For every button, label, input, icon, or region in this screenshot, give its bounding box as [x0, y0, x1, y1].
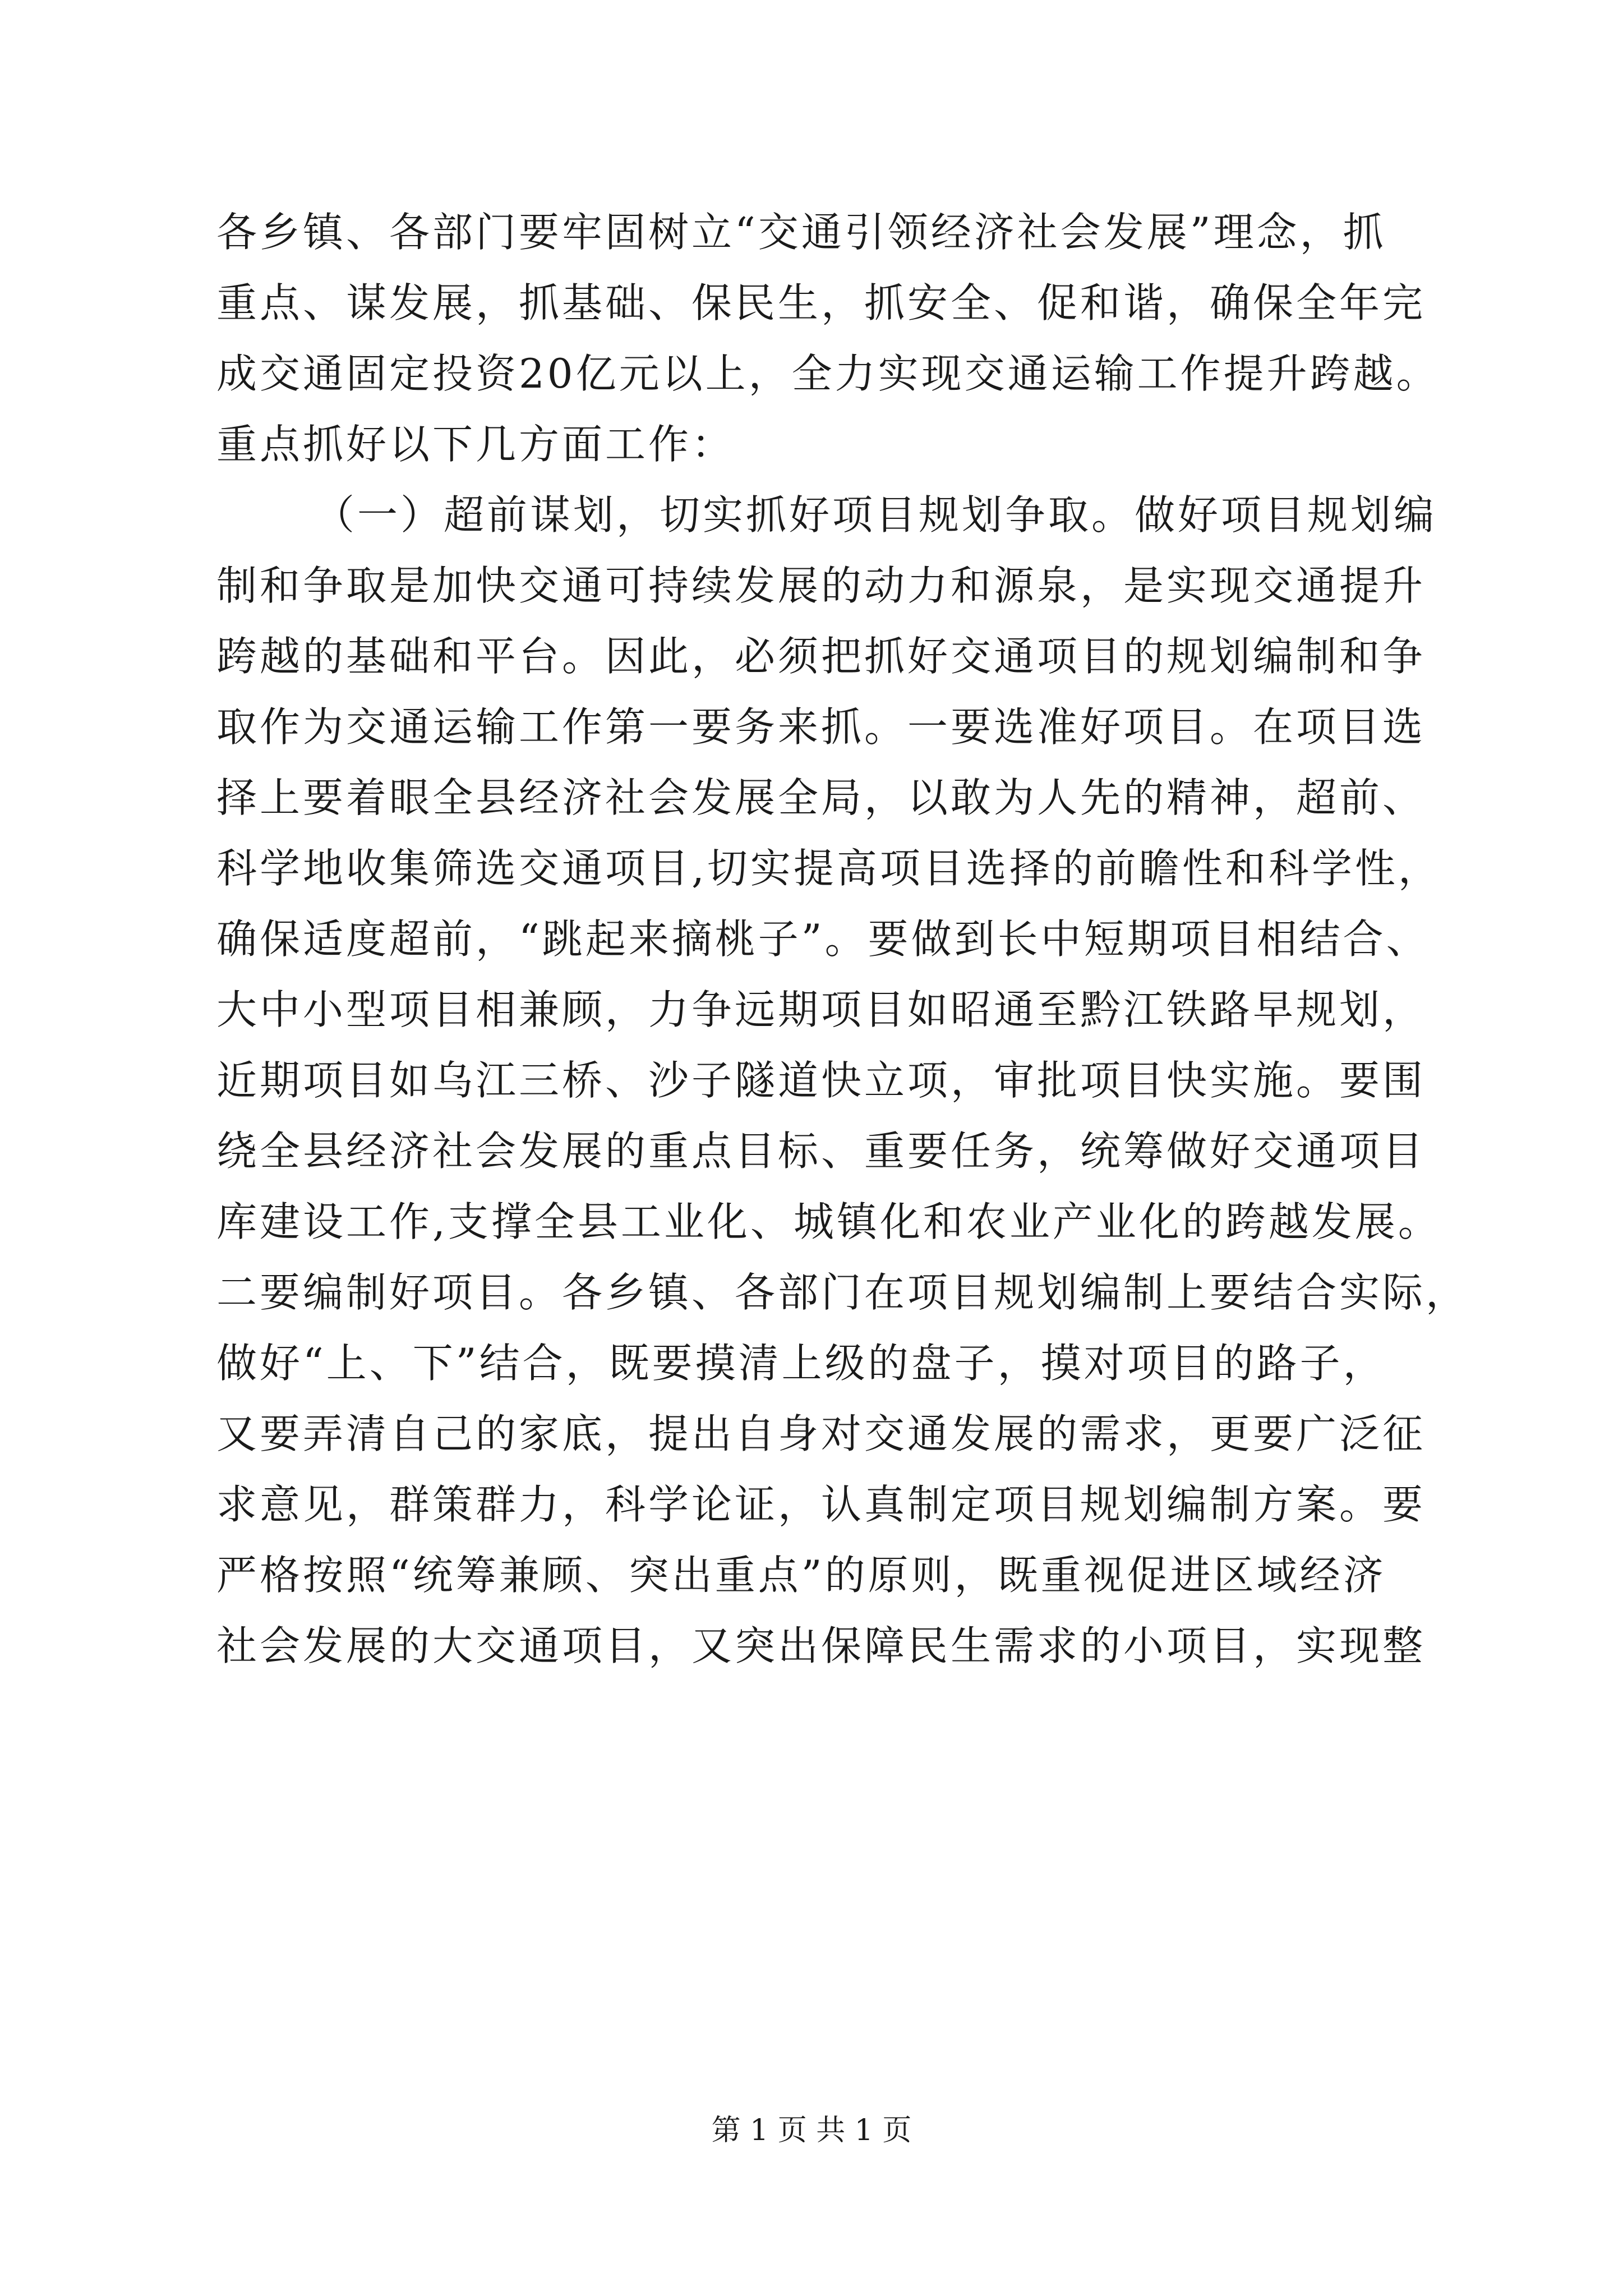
text-line: 严格按照“统筹兼顾、突出重点”的原则，既重视促进区域经济 — [216, 1552, 1386, 1599]
paragraph-heading-line: （一）超前谋划，切实抓好项目规划争取。做好项目规划编 — [314, 491, 1437, 539]
text-line: 各乡镇、各部门要牢固树立“交通引领经济社会发展”理念，抓 — [216, 209, 1386, 256]
text-line: 跨越的基础和平台。因此，必须把抓好交通项目的规划编制和争 — [216, 633, 1426, 680]
text-line: 又要弄清自己的家底，提出自身对交通发展的需求，更要广泛征 — [216, 1410, 1426, 1457]
text-line: 制和争取是加快交通可持续发展的动力和源泉，是实现交通提升 — [216, 562, 1426, 609]
text-line: 确保适度超前，“跳起来摘桃子”。要做到长中短期项目相结合、 — [216, 915, 1430, 963]
text-line: 绕全县经济社会发展的重点目标、重要任务，统筹做好交通项目 — [216, 1128, 1426, 1175]
text-line: 成交通固定投资20亿元以上，全力实现交通运输工作提升跨越。 — [216, 350, 1440, 397]
text-line: 择上要着眼全县经济社会发展全局，以敢为人先的精神，超前、 — [216, 774, 1426, 821]
text-line: 重点抓好以下几方面工作： — [216, 421, 735, 468]
text-line: 二要编制好项目。各乡镇、各部门在项目规划编制上要结合实际， — [216, 1269, 1469, 1316]
text-line: 做好“上、下”结合，既要摸清上级的盘子，摸对项目的路子， — [216, 1340, 1386, 1387]
text-line: 社会发展的大交通项目，又突出保障民生需求的小项目，实现整 — [216, 1622, 1426, 1669]
text-line: 重点、谋发展，抓基础、保民生，抓安全、促和谐，确保全年完 — [216, 279, 1426, 326]
text-line: 求意见，群策群力，科学论证，认真制定项目规划编制方案。要 — [216, 1481, 1426, 1528]
text-line: 近期项目如乌江三桥、沙子隧道快立项，审批项目快实施。要围 — [216, 1057, 1426, 1104]
page-footer: 第 1 页 共 1 页 — [711, 2114, 912, 2147]
text-line: 大中小型项目相兼顾，力争远期项目如昭通至黔江铁路早规划， — [216, 986, 1426, 1033]
text-line: 库建设工作,支撑全县工业化、城镇化和农业产业化的跨越发展。 — [216, 1198, 1441, 1245]
text-line: 科学地收集筛选交通项目,切实提高项目选择的前瞻性和科学性， — [216, 845, 1441, 892]
text-line: 取作为交通运输工作第一要务来抓。一要选准好项目。在项目选 — [216, 703, 1426, 751]
